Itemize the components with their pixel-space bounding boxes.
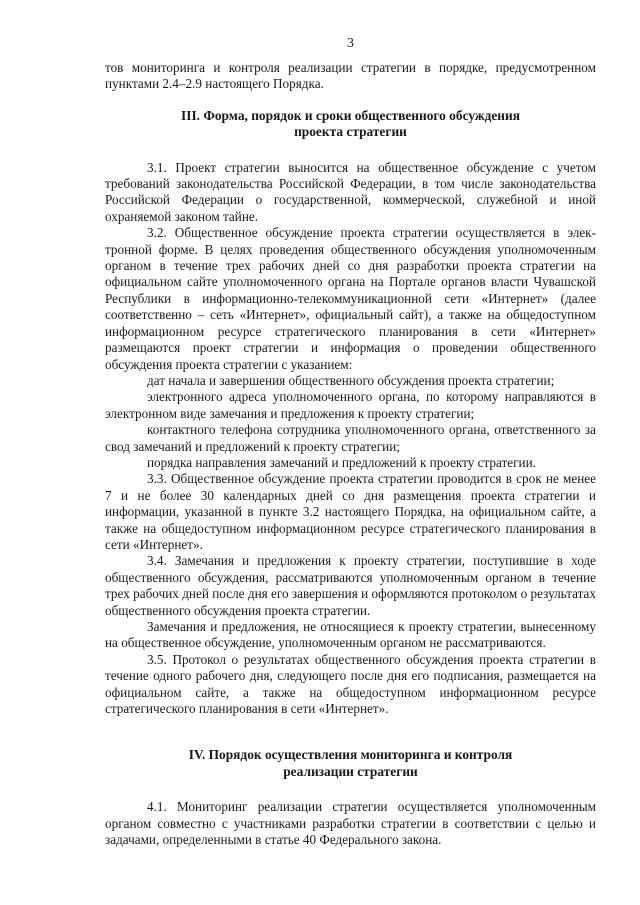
list-item-dates: дат начала и завершения общественного обсуждения проекта стратегии;: [147, 372, 555, 388]
paragraph-3-4: 3.4. Замечания и предложения к проекту стратегии, поступившие в ходе общественного обсуждения, рассматриваются уполномоченным органом в течение трех рабочих дней после дня его завершения и оформляются протоколом о результатах общественного обсуждения проекта стратегии.: [105, 553, 596, 618]
section-4-body: [105, 799, 596, 848]
page-number: 3: [347, 36, 354, 51]
paragraph-3-5: 3.5. Протокол о результатах общественного обсуждения проекта стратегии в течение одного рабочего дня, следующего после дня его подписания, размещается на официальном сайте, а также на общедоступном информационном ресурсе стратегического планирования в сети «Интернет».: [105, 651, 596, 717]
section-4-title-line-2: реализации стратегии: [283, 763, 418, 779]
paragraph-3-3: 3.3. Общественное обсуждение проекта стратегии проводится в срок не менее 7 и не более 30 календарных дней со дня размещения проекта стратегии и информации, указанной в пункте 3.2 настоящего Порядка, на официальном сайте, а также на общедоступном информационном ресурсе стратегического планирования в сети «Интернет».: [105, 471, 596, 552]
list-item-phone: контактного телефона сотрудника уполномоченного органа, ответственного за свод замечаний и предложений к проекту стратегии;: [105, 422, 596, 454]
intro-paragraph: тов мониторинга и контроля реализации стратегии в порядке, предусмотренном пунктами 2.4–2.9 настоящего Порядка.: [105, 60, 596, 92]
paragraph-3-2: 3.2. Общественное обсуждение проекта стратегии осуществляется в электронной форме. В целях проведения общественного обсуждения уполномоченным органом в течение трех рабочих дней со дня разработки проекта стратегии на официальном сайте уполномоченного органа на Портале органов власти Чувашской Республики в информационно-телекоммуникационной сети «Интернет» (далее соответственно – сеть «Интернет», официальный сайт), а также на общедоступном информационном ресурсе стратегического планирования в сети «Интернет» размещаются проект стратегии и информация о проведении общественного обсуждения проекта стратегии с указанием:: [105, 225, 596, 372]
section-3-body: [105, 160, 596, 718]
section-4-heading: [105, 747, 596, 780]
paragraph-4-1: 4.1. Мониторинг реализации стратегии осуществляется уполномоченным органом совместно с участниками разработки стратегии в соответствии с целью и задачами, определенными в статье 40 Федерального закона.: [105, 799, 596, 848]
list-item-procedure: порядка направления замечаний и предложений к проекту стратегии.: [147, 454, 536, 470]
section-4-title-line-1: IV. Порядок осуществления мониторинга и контроля: [188, 747, 513, 763]
paragraph-3-1: 3.1. Проект стратегии выносится на общественное обсуждение с учетом требований законодательства Российской Федерации, в том числе законодательства Российской Федерации о государственной, коммерческой, служебной и иной охраняемой законом тайне.: [105, 159, 596, 224]
section-3-title-line-2: проекта стратегии: [294, 124, 407, 140]
section-3-heading: [105, 108, 596, 141]
paragraph-3-4-note: Замечания и предложения, не относящиеся к проекту стратегии, вынесенному на общественное обсуждение, уполномоченным органом не рассматриваются.: [105, 619, 596, 651]
list-item-email: электронного адреса уполномоченного органа, по которому направляются в электронном виде замечания и предложения к проекту стратегии;: [105, 389, 596, 421]
section-3-title-line-1: III. Форма, порядок и сроки общественного обсуждения: [181, 107, 520, 123]
